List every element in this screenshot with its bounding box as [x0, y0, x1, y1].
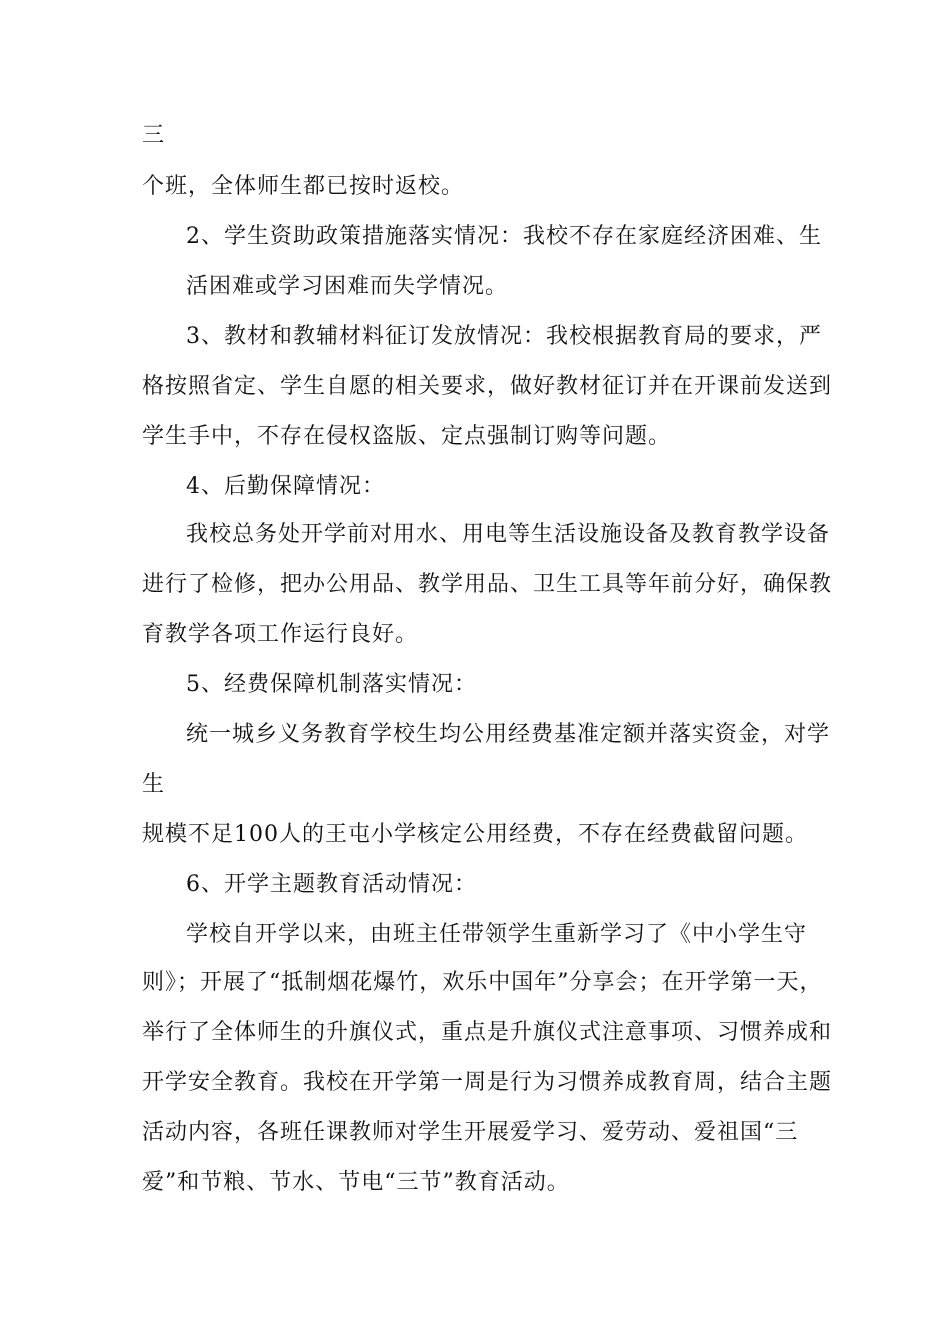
- text-line-8: 4、后勤保障情况：: [186, 474, 385, 499]
- text-line-12: 5、经费保障机制落实情况：: [186, 672, 477, 697]
- text-line-1: 三: [142, 123, 166, 148]
- text-line-16: 6、开学主题教育活动情况：: [186, 872, 477, 897]
- text-line-11: 育教学各项工作运行良好。: [142, 622, 419, 647]
- text-line-22: 爱”和节粮、节水、节电“三节”教育活动。: [142, 1170, 570, 1195]
- text-line-6: 格按照省定、学生自愿的相关要求，做好教材征订并在开课前发送到: [142, 374, 833, 399]
- text-line-17: 学校自开学以来，由班主任带领学生重新学习了《中小学生守: [186, 922, 808, 947]
- text-line-19: 举行了全体师生的升旗仪式，重点是升旗仪式注意事项、习惯养成和: [142, 1020, 833, 1045]
- text-line-15: 规模不足100人的王屯小学核定公用经费，不存在经费截留问题。: [142, 822, 808, 847]
- text-line-21: 活动内容，各班任课教师对学生开展爱学习、爱劳动、爱祖国“三: [142, 1120, 799, 1145]
- text-line-3: 2、学生资助政策措施落实情况：我校不存在家庭经济困难、生: [186, 224, 822, 249]
- text-line-20: 开学安全教育。我校在开学第一周是行为习惯养成教育周，结合主题: [142, 1070, 833, 1095]
- text-line-7: 学生手中，不存在侵权盗版、定点强制订购等问题。: [142, 424, 672, 449]
- text-line-5: 3、教材和教辅材料征订发放情况：我校根据教育局的要求，严: [186, 324, 822, 349]
- text-line-9: 我校总务处开学前对用水、用电等生活设施设备及教育教学设备: [186, 522, 831, 547]
- text-line-13: 统一城乡义务教育学校生均公用经费基准定额并落实资金，对学: [186, 722, 831, 747]
- text-line-2: 个班，全体师生都已按时返校。: [142, 174, 465, 199]
- text-line-10: 进行了检修，把办公用品、教学用品、卫生工具等年前分好，确保教: [142, 572, 833, 597]
- text-line-18: 则》；开展了“抵制烟花爆竹，欢乐中国年”分享会；在开学第一天，: [142, 970, 823, 995]
- text-line-14: 生: [142, 772, 166, 797]
- text-line-4: 活困难或学习困难而失学情况。: [186, 274, 509, 299]
